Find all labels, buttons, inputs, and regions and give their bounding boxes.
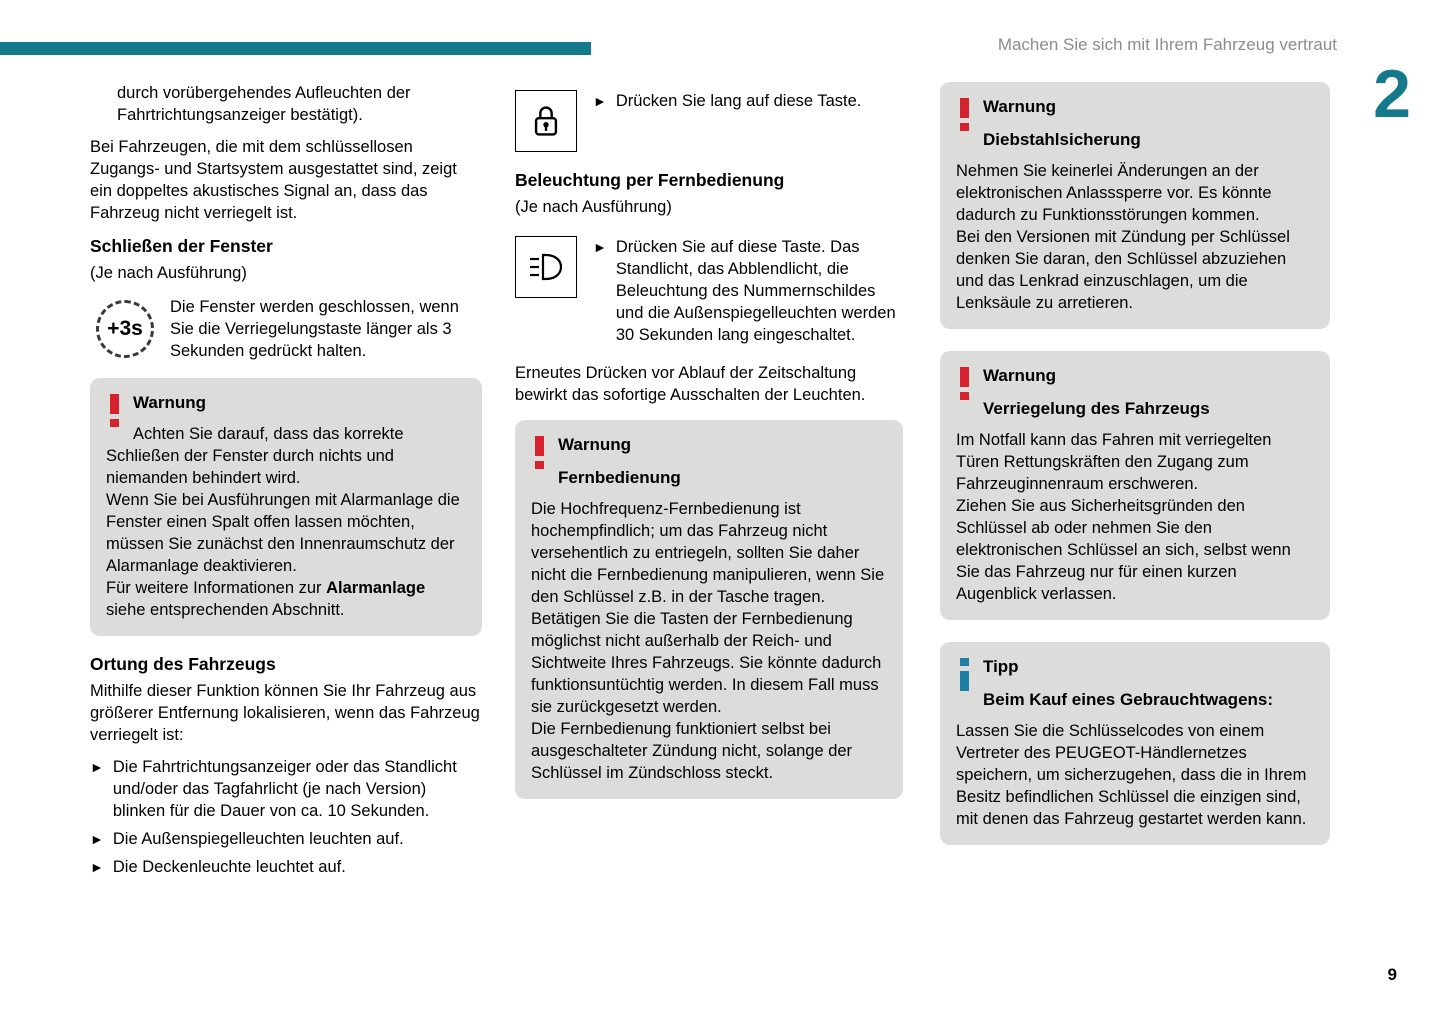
warning-box-locking (940, 351, 1330, 620)
warning-box-windows (90, 378, 482, 636)
list-item-text: Die Außenspiegelleuchten leuchten auf. (112, 830, 404, 848)
padlock-icon (515, 90, 577, 152)
list-item (593, 236, 903, 346)
column-left (90, 82, 482, 884)
warning-exclamation-icon (533, 435, 546, 471)
warning-text: Ziehen Sie aus Sicherheitsgründen den Schlüssel ab oder nehmen Sie den elektronischen Schlüssel an sich, selbst wenn Sie das Fahrzeug nur für einen kurzen Augenblick verlassen. (956, 497, 1291, 603)
triangle-bullet-icon: ► (90, 831, 104, 847)
tip-text: Lassen Sie die Schlüsselcodes von einem Vertreter des PEUGEOT-Händlernetzes speichern, um sicherzugehen, dass die in Ihrem Besitz befindlichen Schlüssel die einzigen sind, mit denen das Fahrzeug gestartet werden kann. (956, 722, 1307, 828)
chapter-number: 2 (1373, 56, 1411, 132)
tip-box-used-car (940, 642, 1330, 845)
warning-exclamation-icon (958, 97, 971, 133)
carryover-paragraph: durch vorübergehendes Aufleuchten der Fahrtrichtungsanzeiger bestätigt). (117, 84, 411, 124)
warning-body (106, 423, 466, 621)
light-button-row (515, 236, 903, 346)
warning-text: Betätigen Sie die Tasten der Fernbedienung möglichst nicht außerhalb der Reich- und Sichtweite Ihres Fahrzeugs. Sie könnte dadurch funktionsuntüchtig werden. In diesem Fall muss sie zurückgesetzt werden. (531, 610, 882, 716)
hold-3s-row (90, 296, 482, 362)
warning-text (106, 577, 466, 621)
warning-text: Nehmen Sie keinerlei Änderungen an der elektronischen Anlasssperre vor. Es könnte dadurch zu Funktionsstörungen kommen. (956, 162, 1272, 224)
list-item-text: Drücken Sie lang auf diese Taste. (615, 92, 862, 110)
triangle-bullet-icon: ► (593, 93, 607, 109)
heading-remote-lighting: Beleuchtung per Fernbedienung (515, 170, 785, 190)
chapter-accent-bar (0, 42, 591, 55)
warning-text-bold: Alarmanlage (326, 579, 426, 597)
warning-text: Bei den Versionen mit Zündung per Schlüssel denken Sie daran, den Schlüssel abzuziehen und das Lenkrad einzuschlagen, um die Lenksäule zu arretieren. (956, 228, 1290, 312)
warning-text: Wenn Sie bei Ausführungen mit Alarmanlage die Fenster einen Spalt offen lassen möchten, müssen Sie zunächst den Innenraumschutz der Alarmanlage deaktivieren. (106, 491, 460, 575)
warning-title: Warnung (983, 366, 1057, 385)
keyless-paragraph: Bei Fahrzeugen, die mit dem schlüssellosen Zugangs- und Startsystem ausgestattet sind, zeigt ein doppeltes akustisches Signal an, dass das Fahrzeug nicht verriegelt ist. (90, 138, 457, 222)
list-item-text: Die Deckenleuchte leuchtet auf. (112, 858, 346, 876)
warning-text-part: Für weitere Informationen zur (106, 579, 327, 597)
headlight-icon (515, 236, 577, 298)
warning-text: Achten Sie darauf, dass das korrekte Schließen der Fenster durch nichts und niemanden behindert wird. (106, 425, 404, 487)
warning-title: Warnung (983, 97, 1057, 116)
list-item-text: Die Fahrtrichtungsanzeiger oder das Standlicht und/oder das Tagfahrlicht (je nach Version) blinken für die Dauer von ca. 10 Sekunden. (112, 758, 457, 820)
triangle-bullet-icon: ► (90, 759, 104, 775)
tip-subtitle: Beim Kauf eines Gebrauchtwagens: (983, 690, 1274, 709)
warning-exclamation-icon (108, 393, 121, 429)
hold-3s-text: Die Fenster werden geschlossen, wenn Sie die Verriegelungstaste länger als 3 Sekunden gedrückt halten. (170, 298, 459, 360)
variant-note: (Je nach Ausführung) (90, 264, 247, 282)
heading-locate-vehicle: Ortung des Fahrzeugs (90, 654, 276, 674)
locate-paragraph: Mithilfe dieser Funktion können Sie Ihr Fahrzeug aus größerer Entfernung lokalisieren, wenn das Fahrzeug verriegelt ist: (90, 682, 480, 744)
warning-exclamation-icon (958, 366, 971, 402)
warning-box-remote (515, 420, 903, 799)
list-item (90, 856, 482, 878)
warning-title: Warnung (558, 435, 632, 454)
warning-title: Warnung (133, 393, 207, 412)
heading-close-windows: Schließen der Fenster (90, 236, 273, 256)
warning-text-part: siehe entsprechenden Abschnitt. (106, 601, 345, 619)
warning-subtitle: Fernbedienung (558, 468, 681, 487)
lock-button-row (515, 90, 903, 152)
list-item (593, 90, 903, 152)
column-center (515, 82, 903, 815)
warning-body (956, 429, 1314, 605)
warning-text: Die Hochfrequenz-Fernbedienung ist hochempfindlich; um das Fahrzeug nicht versehentlich zu entriegeln, sollten Sie daher nicht die Fernbedienung manipulieren, wenn Sie den Schlüssel z.B. in der Tasche tragen. (531, 500, 885, 606)
warning-text: Die Fernbedienung funktioniert selbst bei ausgeschalteter Zündung nicht, solange der Schlüssel im Zündschloss steckt. (531, 720, 853, 782)
repress-paragraph: Erneutes Drücken vor Ablauf der Zeitschaltung bewirkt das sofortige Ausschalten der Leuchten. (515, 364, 866, 404)
hold-3-seconds-icon: +3s (96, 300, 154, 358)
list-item-text: Drücken Sie auf diese Taste. Das Standlicht, das Abblendlicht, die Beleuchtung des Nummernschildes und die Außenspiegelleuchten werden 30 Sekunden lang eingeschaltet. (615, 238, 896, 344)
page-number: 9 (1387, 965, 1397, 984)
tip-body (956, 720, 1314, 830)
info-icon (958, 657, 971, 693)
list-item (90, 756, 482, 822)
triangle-bullet-icon: ► (593, 239, 607, 255)
running-header: Machen Sie sich mit Ihrem Fahrzeug vertraut (997, 35, 1337, 54)
warning-subtitle: Verriegelung des Fahrzeugs (983, 399, 1210, 418)
list-item (90, 828, 482, 850)
warning-body (531, 498, 887, 784)
warning-text: Im Notfall kann das Fahren mit verriegelten Türen Rettungskräften den Zugang zum Fahrzeuginnenraum erschweren. (956, 431, 1272, 493)
tip-title: Tipp (983, 657, 1019, 676)
variant-note: (Je nach Ausführung) (515, 198, 672, 216)
triangle-bullet-icon: ► (90, 859, 104, 875)
warning-subtitle: Diebstahlsicherung (983, 130, 1141, 149)
column-right (940, 82, 1330, 867)
warning-box-immobiliser (940, 82, 1330, 329)
warning-body (956, 160, 1314, 314)
